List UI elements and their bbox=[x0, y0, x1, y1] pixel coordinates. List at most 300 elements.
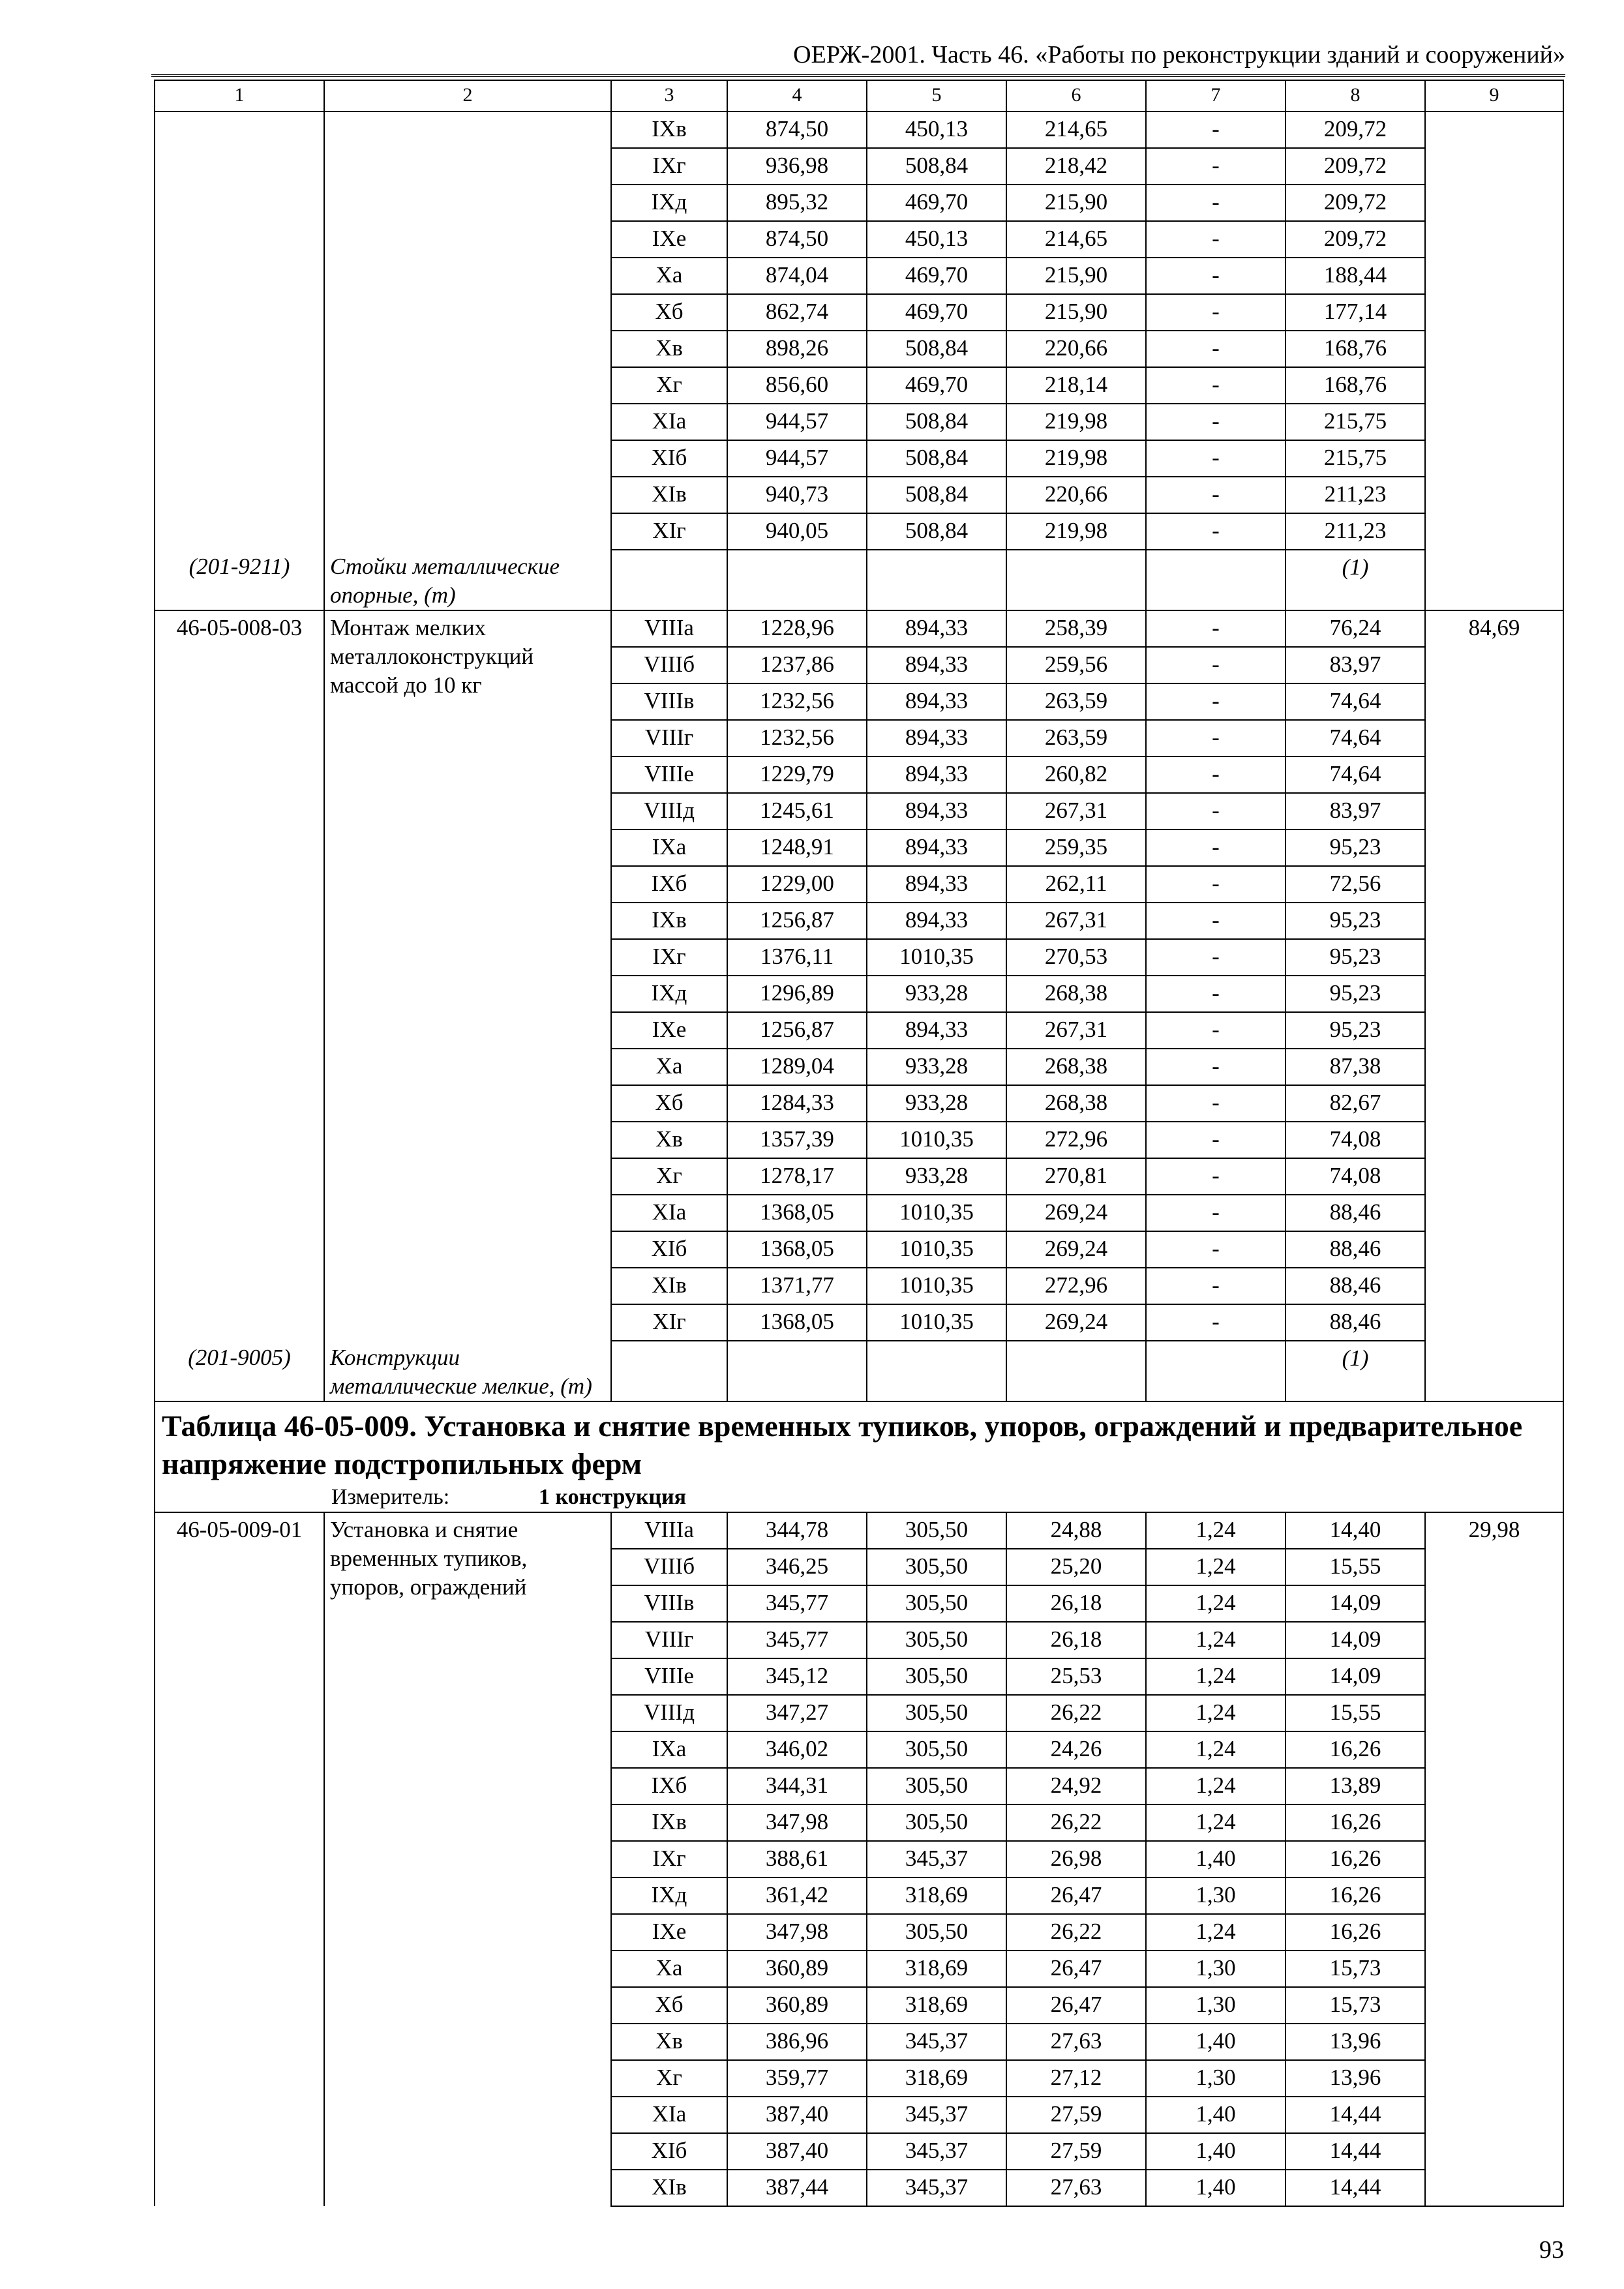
machine-cost-cell: 27,59 bbox=[1006, 2133, 1146, 2170]
empty-cell bbox=[867, 1341, 1006, 1401]
wages-cell: 894,33 bbox=[867, 647, 1006, 683]
price-zone-cell: XIв bbox=[611, 2170, 727, 2206]
driver-wages-cell: - bbox=[1146, 148, 1286, 185]
direct-cost-cell: 386,96 bbox=[727, 2024, 867, 2060]
machine-cost-cell: 267,31 bbox=[1006, 793, 1146, 830]
resource-row bbox=[155, 550, 1563, 610]
machine-cost-cell: 26,18 bbox=[1006, 1622, 1146, 1658]
driver-wages-cell: 1,30 bbox=[1146, 1878, 1286, 1914]
col9-value: 29,98 bbox=[1425, 1512, 1563, 2206]
machine-cost-cell: 260,82 bbox=[1006, 756, 1146, 793]
wages-cell: 345,37 bbox=[867, 2024, 1006, 2060]
machine-cost-cell: 259,35 bbox=[1006, 830, 1146, 866]
materials-cost-cell: 188,44 bbox=[1286, 258, 1425, 294]
materials-cost-cell: 16,26 bbox=[1286, 1841, 1425, 1878]
resource-unit: (1) bbox=[1286, 550, 1425, 610]
rate-description: Установка и снятие временных тупиков, упоров, ограждений bbox=[324, 1512, 611, 2206]
price-zone-cell: IXе bbox=[611, 1012, 727, 1049]
direct-cost-cell: 940,73 bbox=[727, 477, 867, 513]
machine-cost-cell: 219,98 bbox=[1006, 404, 1146, 440]
machine-cost-cell: 24,88 bbox=[1006, 1512, 1146, 1549]
column-number: 4 bbox=[727, 80, 867, 112]
price-zone-cell: Xб bbox=[611, 1987, 727, 2024]
price-zone-cell: IXд bbox=[611, 185, 727, 221]
empty-cell bbox=[1006, 1341, 1146, 1401]
materials-cost-cell: 14,44 bbox=[1286, 2170, 1425, 2206]
direct-cost-cell: 345,77 bbox=[727, 1622, 867, 1658]
machine-cost-cell: 24,92 bbox=[1006, 1768, 1146, 1804]
price-zone-cell: IXа bbox=[611, 830, 727, 866]
machine-cost-cell: 26,98 bbox=[1006, 1841, 1146, 1878]
price-zone-cell: IXд bbox=[611, 976, 727, 1012]
wages-cell: 305,50 bbox=[867, 1731, 1006, 1768]
direct-cost-cell: 360,89 bbox=[727, 1951, 867, 1987]
materials-cost-cell: 76,24 bbox=[1286, 610, 1425, 647]
wages-cell: 469,70 bbox=[867, 185, 1006, 221]
empty-cell bbox=[1146, 550, 1286, 610]
direct-cost-cell: 1245,61 bbox=[727, 793, 867, 830]
machine-cost-cell: 267,31 bbox=[1006, 1012, 1146, 1049]
wages-cell: 1010,35 bbox=[867, 1304, 1006, 1341]
price-zone-cell: Xа bbox=[611, 258, 727, 294]
wages-cell: 469,70 bbox=[867, 367, 1006, 404]
machine-cost-cell: 272,96 bbox=[1006, 1122, 1146, 1158]
direct-cost-cell: 1232,56 bbox=[727, 683, 867, 720]
driver-wages-cell: - bbox=[1146, 647, 1286, 683]
materials-cost-cell: 95,23 bbox=[1286, 976, 1425, 1012]
wages-cell: 508,84 bbox=[867, 440, 1006, 477]
direct-cost-cell: 940,05 bbox=[727, 513, 867, 550]
wages-cell: 933,28 bbox=[867, 1049, 1006, 1085]
machine-cost-cell: 26,18 bbox=[1006, 1585, 1146, 1622]
direct-cost-cell: 387,40 bbox=[727, 2097, 867, 2133]
materials-cost-cell: 74,08 bbox=[1286, 1122, 1425, 1158]
wages-cell: 894,33 bbox=[867, 830, 1006, 866]
price-zone-cell: XIв bbox=[611, 1268, 727, 1304]
wages-cell: 894,33 bbox=[867, 720, 1006, 756]
wages-cell: 894,33 bbox=[867, 756, 1006, 793]
driver-wages-cell: 1,24 bbox=[1146, 1658, 1286, 1695]
rate-description: Монтаж мелких металлоконструкций массой до 10 кг bbox=[324, 610, 611, 1341]
direct-cost-cell: 344,31 bbox=[727, 1768, 867, 1804]
materials-cost-cell: 168,76 bbox=[1286, 331, 1425, 367]
column-number-row bbox=[155, 80, 1563, 112]
price-zone-cell: VIIIв bbox=[611, 1585, 727, 1622]
driver-wages-cell: 1,24 bbox=[1146, 1622, 1286, 1658]
materials-cost-cell: 16,26 bbox=[1286, 1914, 1425, 1951]
price-zone-cell: Xа bbox=[611, 1049, 727, 1085]
driver-wages-cell: - bbox=[1146, 683, 1286, 720]
machine-cost-cell: 219,98 bbox=[1006, 513, 1146, 550]
driver-wages-cell: - bbox=[1146, 1085, 1286, 1122]
price-zone-cell: IXд bbox=[611, 1878, 727, 1914]
materials-cost-cell: 14,44 bbox=[1286, 2133, 1425, 2170]
resource-unit: (1) bbox=[1286, 1341, 1425, 1401]
price-zone-cell: XIа bbox=[611, 2097, 727, 2133]
driver-wages-cell: - bbox=[1146, 112, 1286, 148]
materials-cost-cell: 95,23 bbox=[1286, 939, 1425, 976]
table-row bbox=[155, 1512, 1563, 1549]
materials-cost-cell: 88,46 bbox=[1286, 1268, 1425, 1304]
materials-cost-cell: 16,26 bbox=[1286, 1878, 1425, 1914]
driver-wages-cell: 1,30 bbox=[1146, 2060, 1286, 2097]
driver-wages-cell: - bbox=[1146, 939, 1286, 976]
price-zone-cell: Xв bbox=[611, 2024, 727, 2060]
empty-cell bbox=[1006, 550, 1146, 610]
materials-cost-cell: 95,23 bbox=[1286, 830, 1425, 866]
wages-cell: 894,33 bbox=[867, 1012, 1006, 1049]
machine-cost-cell: 272,96 bbox=[1006, 1268, 1146, 1304]
driver-wages-cell: - bbox=[1146, 720, 1286, 756]
price-zone-cell: Xа bbox=[611, 1951, 727, 1987]
price-zone-cell: VIIIб bbox=[611, 1549, 727, 1585]
price-zone-cell: IXг bbox=[611, 1841, 727, 1878]
price-zone-cell: VIIIг bbox=[611, 1622, 727, 1658]
direct-cost-cell: 1357,39 bbox=[727, 1122, 867, 1158]
machine-cost-cell: 267,31 bbox=[1006, 903, 1146, 939]
rate-code: 46-05-008-03 bbox=[155, 610, 324, 1341]
direct-cost-cell: 1256,87 bbox=[727, 1012, 867, 1049]
materials-cost-cell: 88,46 bbox=[1286, 1231, 1425, 1268]
direct-cost-cell: 895,32 bbox=[727, 185, 867, 221]
driver-wages-cell: - bbox=[1146, 331, 1286, 367]
materials-cost-cell: 13,96 bbox=[1286, 2060, 1425, 2097]
column-number: 8 bbox=[1286, 80, 1425, 112]
machine-cost-cell: 270,81 bbox=[1006, 1158, 1146, 1195]
driver-wages-cell: - bbox=[1146, 477, 1286, 513]
wages-cell: 305,50 bbox=[867, 1622, 1006, 1658]
materials-cost-cell: 177,14 bbox=[1286, 294, 1425, 331]
materials-cost-cell: 209,72 bbox=[1286, 148, 1425, 185]
materials-cost-cell: 82,67 bbox=[1286, 1085, 1425, 1122]
direct-cost-cell: 944,57 bbox=[727, 404, 867, 440]
direct-cost-cell: 347,27 bbox=[727, 1695, 867, 1731]
price-zone-cell: XIг bbox=[611, 1304, 727, 1341]
driver-wages-cell: 1,40 bbox=[1146, 2170, 1286, 2206]
driver-wages-cell: - bbox=[1146, 1304, 1286, 1341]
machine-cost-cell: 27,12 bbox=[1006, 2060, 1146, 2097]
machine-cost-cell: 268,38 bbox=[1006, 1085, 1146, 1122]
driver-wages-cell: - bbox=[1146, 610, 1286, 647]
machine-cost-cell: 262,11 bbox=[1006, 866, 1146, 903]
wages-cell: 508,84 bbox=[867, 513, 1006, 550]
price-zone-cell: IXв bbox=[611, 1804, 727, 1841]
wages-cell: 305,50 bbox=[867, 1549, 1006, 1585]
wages-cell: 508,84 bbox=[867, 404, 1006, 440]
machine-cost-cell: 215,90 bbox=[1006, 185, 1146, 221]
price-zone-cell: Xг bbox=[611, 1158, 727, 1195]
machine-cost-cell: 258,39 bbox=[1006, 610, 1146, 647]
materials-cost-cell: 14,09 bbox=[1286, 1658, 1425, 1695]
price-zone-cell: XIа bbox=[611, 1195, 727, 1231]
materials-cost-cell: 87,38 bbox=[1286, 1049, 1425, 1085]
driver-wages-cell: 1,24 bbox=[1146, 1731, 1286, 1768]
materials-cost-cell: 15,55 bbox=[1286, 1549, 1425, 1585]
machine-cost-cell: 269,24 bbox=[1006, 1195, 1146, 1231]
direct-cost-cell: 874,50 bbox=[727, 221, 867, 258]
direct-cost-cell: 1368,05 bbox=[727, 1195, 867, 1231]
materials-cost-cell: 15,73 bbox=[1286, 1951, 1425, 1987]
col9-value bbox=[1425, 112, 1563, 610]
machine-cost-cell: 220,66 bbox=[1006, 477, 1146, 513]
driver-wages-cell: - bbox=[1146, 1158, 1286, 1195]
price-zone-cell: Xв bbox=[611, 331, 727, 367]
price-zone-cell: Xб bbox=[611, 294, 727, 331]
direct-cost-cell: 1248,91 bbox=[727, 830, 867, 866]
wages-cell: 894,33 bbox=[867, 683, 1006, 720]
machine-cost-cell: 24,26 bbox=[1006, 1731, 1146, 1768]
wages-cell: 450,13 bbox=[867, 221, 1006, 258]
machine-cost-cell: 214,65 bbox=[1006, 221, 1146, 258]
materials-cost-cell: 83,97 bbox=[1286, 647, 1425, 683]
wages-cell: 1010,35 bbox=[867, 1195, 1006, 1231]
machine-cost-cell: 220,66 bbox=[1006, 331, 1146, 367]
machine-cost-cell: 215,90 bbox=[1006, 258, 1146, 294]
driver-wages-cell: 1,40 bbox=[1146, 2024, 1286, 2060]
machine-cost-cell: 268,38 bbox=[1006, 976, 1146, 1012]
table-row bbox=[155, 112, 1563, 148]
price-zone-cell: VIIIе bbox=[611, 1658, 727, 1695]
column-number: 7 bbox=[1146, 80, 1286, 112]
column-number: 5 bbox=[867, 80, 1006, 112]
wages-cell: 345,37 bbox=[867, 2133, 1006, 2170]
price-zone-cell: XIб bbox=[611, 1231, 727, 1268]
wages-cell: 933,28 bbox=[867, 1085, 1006, 1122]
materials-cost-cell: 83,97 bbox=[1286, 793, 1425, 830]
table-title-row bbox=[155, 1401, 1563, 1483]
direct-cost-cell: 1289,04 bbox=[727, 1049, 867, 1085]
machine-cost-cell: 26,22 bbox=[1006, 1914, 1146, 1951]
column-number: 3 bbox=[611, 80, 727, 112]
rates-table bbox=[154, 80, 1564, 2207]
header-rule bbox=[151, 74, 1565, 77]
direct-cost-cell: 874,04 bbox=[727, 258, 867, 294]
materials-cost-cell: 88,46 bbox=[1286, 1304, 1425, 1341]
price-zone-cell: Xг bbox=[611, 2060, 727, 2097]
direct-cost-cell: 856,60 bbox=[727, 367, 867, 404]
price-zone-cell: IXа bbox=[611, 1731, 727, 1768]
materials-cost-cell: 13,89 bbox=[1286, 1768, 1425, 1804]
wages-cell: 450,13 bbox=[867, 112, 1006, 148]
materials-cost-cell: 14,09 bbox=[1286, 1622, 1425, 1658]
materials-cost-cell: 14,09 bbox=[1286, 1585, 1425, 1622]
materials-cost-cell: 88,46 bbox=[1286, 1195, 1425, 1231]
direct-cost-cell: 387,44 bbox=[727, 2170, 867, 2206]
wages-cell: 469,70 bbox=[867, 258, 1006, 294]
resource-description: Конструкции металлические мелкие, (т) bbox=[324, 1341, 611, 1401]
direct-cost-cell: 345,77 bbox=[727, 1585, 867, 1622]
wages-cell: 933,28 bbox=[867, 976, 1006, 1012]
machine-cost-cell: 26,22 bbox=[1006, 1804, 1146, 1841]
materials-cost-cell: 13,96 bbox=[1286, 2024, 1425, 2060]
driver-wages-cell: 1,24 bbox=[1146, 1549, 1286, 1585]
wages-cell: 318,69 bbox=[867, 2060, 1006, 2097]
meter-label: Измеритель: bbox=[331, 1485, 450, 1509]
machine-cost-cell: 218,14 bbox=[1006, 367, 1146, 404]
wages-cell: 305,50 bbox=[867, 1768, 1006, 1804]
wages-cell: 1010,35 bbox=[867, 1231, 1006, 1268]
price-zone-cell: IXв bbox=[611, 903, 727, 939]
direct-cost-cell: 1229,00 bbox=[727, 866, 867, 903]
wages-cell: 508,84 bbox=[867, 477, 1006, 513]
materials-cost-cell: 16,26 bbox=[1286, 1731, 1425, 1768]
wages-cell: 305,50 bbox=[867, 1585, 1006, 1622]
price-zone-cell: Xб bbox=[611, 1085, 727, 1122]
materials-cost-cell: 209,72 bbox=[1286, 112, 1425, 148]
price-zone-cell: IXб bbox=[611, 1768, 727, 1804]
machine-cost-cell: 25,53 bbox=[1006, 1658, 1146, 1695]
wages-cell: 1010,35 bbox=[867, 1122, 1006, 1158]
driver-wages-cell: - bbox=[1146, 185, 1286, 221]
materials-cost-cell: 209,72 bbox=[1286, 221, 1425, 258]
price-zone-cell: VIIIд bbox=[611, 793, 727, 830]
materials-cost-cell: 211,23 bbox=[1286, 513, 1425, 550]
materials-cost-cell: 95,23 bbox=[1286, 903, 1425, 939]
driver-wages-cell: 1,24 bbox=[1146, 1585, 1286, 1622]
direct-cost-cell: 1237,86 bbox=[727, 647, 867, 683]
wages-cell: 318,69 bbox=[867, 1878, 1006, 1914]
materials-cost-cell: 74,08 bbox=[1286, 1158, 1425, 1195]
driver-wages-cell: - bbox=[1146, 1195, 1286, 1231]
driver-wages-cell: - bbox=[1146, 1012, 1286, 1049]
driver-wages-cell: - bbox=[1146, 756, 1286, 793]
rate-code: 46-05-009-01 bbox=[155, 1512, 324, 2206]
materials-cost-cell: 215,75 bbox=[1286, 404, 1425, 440]
wages-cell: 345,37 bbox=[867, 1841, 1006, 1878]
direct-cost-cell: 862,74 bbox=[727, 294, 867, 331]
wages-cell: 894,33 bbox=[867, 793, 1006, 830]
wages-cell: 933,28 bbox=[867, 1158, 1006, 1195]
machine-cost-cell: 26,47 bbox=[1006, 1987, 1146, 2024]
column-number: 6 bbox=[1006, 80, 1146, 112]
wages-cell: 894,33 bbox=[867, 610, 1006, 647]
price-zone-cell: Xв bbox=[611, 1122, 727, 1158]
machine-cost-cell: 269,24 bbox=[1006, 1304, 1146, 1341]
machine-cost-cell: 263,59 bbox=[1006, 683, 1146, 720]
direct-cost-cell: 1368,05 bbox=[727, 1231, 867, 1268]
rates-document bbox=[154, 80, 1563, 2207]
direct-cost-cell: 388,61 bbox=[727, 1841, 867, 1878]
materials-cost-cell: 74,64 bbox=[1286, 683, 1425, 720]
price-zone-cell: XIв bbox=[611, 477, 727, 513]
driver-wages-cell: 1,40 bbox=[1146, 1841, 1286, 1878]
direct-cost-cell: 1278,17 bbox=[727, 1158, 867, 1195]
column-number: 2 bbox=[324, 80, 611, 112]
materials-cost-cell: 14,40 bbox=[1286, 1512, 1425, 1549]
driver-wages-cell: - bbox=[1146, 830, 1286, 866]
direct-cost-cell: 346,25 bbox=[727, 1549, 867, 1585]
materials-cost-cell: 168,76 bbox=[1286, 367, 1425, 404]
meter-row bbox=[155, 1483, 1563, 1512]
wages-cell: 894,33 bbox=[867, 903, 1006, 939]
machine-cost-cell: 26,47 bbox=[1006, 1878, 1146, 1914]
direct-cost-cell: 936,98 bbox=[727, 148, 867, 185]
driver-wages-cell: 1,30 bbox=[1146, 1951, 1286, 1987]
direct-cost-cell: 944,57 bbox=[727, 440, 867, 477]
driver-wages-cell: 1,40 bbox=[1146, 2097, 1286, 2133]
driver-wages-cell: - bbox=[1146, 258, 1286, 294]
page-number: 93 bbox=[1539, 2236, 1564, 2264]
resource-description: Стойки металлические опорные, (т) bbox=[324, 550, 611, 610]
machine-cost-cell: 214,65 bbox=[1006, 112, 1146, 148]
direct-cost-cell: 1376,11 bbox=[727, 939, 867, 976]
driver-wages-cell: - bbox=[1146, 513, 1286, 550]
empty-cell bbox=[727, 1341, 867, 1401]
measurement-unit bbox=[155, 1483, 1563, 1512]
driver-wages-cell: - bbox=[1146, 1268, 1286, 1304]
materials-cost-cell: 72,56 bbox=[1286, 866, 1425, 903]
price-zone-cell: XIб bbox=[611, 2133, 727, 2170]
direct-cost-cell: 345,12 bbox=[727, 1658, 867, 1695]
machine-cost-cell: 268,38 bbox=[1006, 1049, 1146, 1085]
machine-cost-cell: 269,24 bbox=[1006, 1231, 1146, 1268]
materials-cost-cell: 211,23 bbox=[1286, 477, 1425, 513]
materials-cost-cell: 209,72 bbox=[1286, 185, 1425, 221]
driver-wages-cell: - bbox=[1146, 294, 1286, 331]
price-zone-cell: VIIIб bbox=[611, 647, 727, 683]
resource-row bbox=[155, 1341, 1563, 1401]
wages-cell: 894,33 bbox=[867, 866, 1006, 903]
column-number: 1 bbox=[155, 80, 324, 112]
machine-cost-cell: 27,63 bbox=[1006, 2170, 1146, 2206]
machine-cost-cell: 27,59 bbox=[1006, 2097, 1146, 2133]
direct-cost-cell: 361,42 bbox=[727, 1878, 867, 1914]
materials-cost-cell: 95,23 bbox=[1286, 1012, 1425, 1049]
rate-description bbox=[324, 112, 611, 550]
direct-cost-cell: 347,98 bbox=[727, 1804, 867, 1841]
driver-wages-cell: - bbox=[1146, 866, 1286, 903]
materials-cost-cell: 74,64 bbox=[1286, 720, 1425, 756]
direct-cost-cell: 347,98 bbox=[727, 1914, 867, 1951]
driver-wages-cell: 1,24 bbox=[1146, 1512, 1286, 1549]
direct-cost-cell: 346,02 bbox=[727, 1731, 867, 1768]
direct-cost-cell: 898,26 bbox=[727, 331, 867, 367]
wages-cell: 508,84 bbox=[867, 331, 1006, 367]
empty-cell bbox=[611, 550, 727, 610]
driver-wages-cell: 1,24 bbox=[1146, 1768, 1286, 1804]
wages-cell: 1010,35 bbox=[867, 1268, 1006, 1304]
materials-cost-cell: 15,55 bbox=[1286, 1695, 1425, 1731]
price-zone-cell: VIIIг bbox=[611, 720, 727, 756]
price-zone-cell: IXг bbox=[611, 148, 727, 185]
driver-wages-cell: - bbox=[1146, 1122, 1286, 1158]
driver-wages-cell: 1,24 bbox=[1146, 1695, 1286, 1731]
machine-cost-cell: 270,53 bbox=[1006, 939, 1146, 976]
machine-cost-cell: 263,59 bbox=[1006, 720, 1146, 756]
resource-code: (201-9211) bbox=[155, 550, 324, 610]
machine-cost-cell: 25,20 bbox=[1006, 1549, 1146, 1585]
wages-cell: 305,50 bbox=[867, 1804, 1006, 1841]
direct-cost-cell: 1228,96 bbox=[727, 610, 867, 647]
direct-cost-cell: 344,78 bbox=[727, 1512, 867, 1549]
direct-cost-cell: 1229,79 bbox=[727, 756, 867, 793]
materials-cost-cell: 16,26 bbox=[1286, 1804, 1425, 1841]
direct-cost-cell: 360,89 bbox=[727, 1987, 867, 2024]
price-zone-cell: VIIIа bbox=[611, 1512, 727, 1549]
machine-cost-cell: 259,56 bbox=[1006, 647, 1146, 683]
materials-cost-cell: 215,75 bbox=[1286, 440, 1425, 477]
col9-value: 84,69 bbox=[1425, 610, 1563, 1401]
driver-wages-cell: - bbox=[1146, 1049, 1286, 1085]
empty-cell bbox=[1146, 1341, 1286, 1401]
price-zone-cell: IXе bbox=[611, 1914, 727, 1951]
driver-wages-cell: - bbox=[1146, 440, 1286, 477]
wages-cell: 305,50 bbox=[867, 1695, 1006, 1731]
direct-cost-cell: 1256,87 bbox=[727, 903, 867, 939]
price-zone-cell: IXб bbox=[611, 866, 727, 903]
direct-cost-cell: 1371,77 bbox=[727, 1268, 867, 1304]
driver-wages-cell: 1,24 bbox=[1146, 1804, 1286, 1841]
